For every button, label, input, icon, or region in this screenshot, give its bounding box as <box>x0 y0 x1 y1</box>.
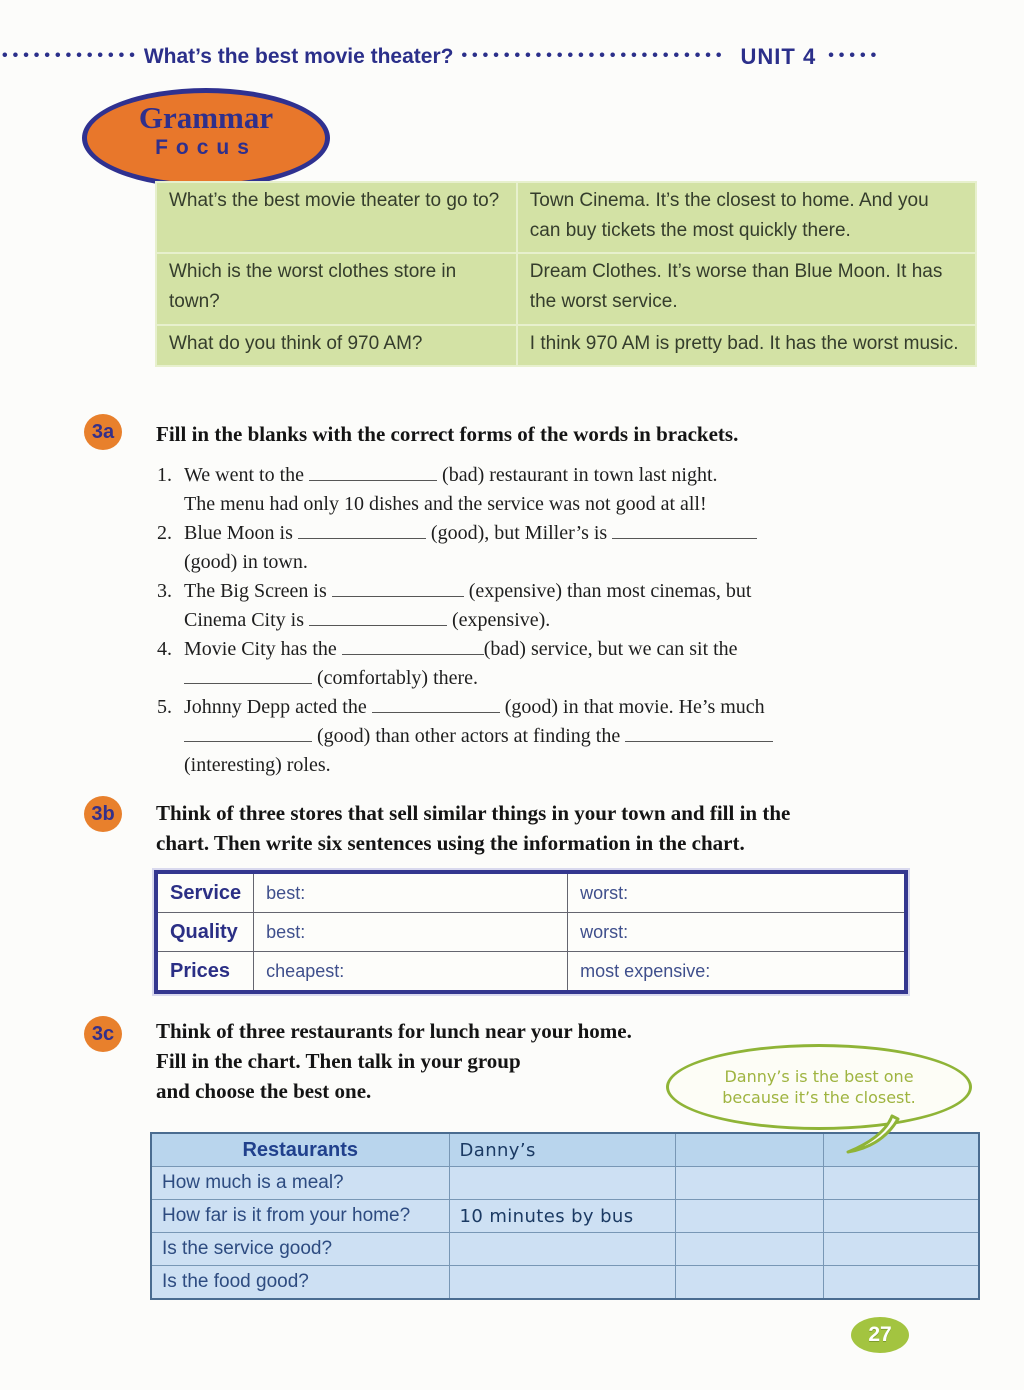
column-header: Restaurants <box>151 1133 449 1167</box>
restaurants-row <box>151 1200 979 1233</box>
fill-blank <box>342 639 484 655</box>
exercise-item <box>157 693 935 780</box>
restaurants-row <box>151 1233 979 1266</box>
text-line: because it’s the closest. <box>722 1088 916 1107</box>
page-header <box>2 44 1008 70</box>
stores-comparison-table <box>154 870 908 994</box>
item-line: The menu had only 10 dishes and the service was not good at all! <box>184 493 707 515</box>
row-label: Quality <box>156 913 254 952</box>
exercise-item <box>157 461 935 519</box>
text-line: chart. Then write six sentences using the information in the chart. <box>156 831 745 855</box>
chart-cell: worst: <box>568 913 906 952</box>
exercise-item <box>157 635 935 693</box>
answer-cell <box>449 1266 675 1300</box>
item-body <box>184 461 935 519</box>
column-header: Danny’s <box>449 1133 675 1167</box>
restaurants-table <box>150 1132 980 1300</box>
answer-cell <box>823 1200 979 1233</box>
fill-blank <box>184 726 312 742</box>
item-body <box>184 577 935 635</box>
section-3c-badge: 3c <box>84 1016 122 1052</box>
exercise-item <box>157 519 935 577</box>
section-3a-title: Fill in the blanks with the correct forms of the words in brackets. <box>156 422 739 446</box>
column-header <box>675 1133 823 1167</box>
question-cell: Is the food good? <box>151 1266 449 1300</box>
restaurants-row <box>151 1167 979 1200</box>
row-label: Prices <box>156 952 254 993</box>
header-dots-mid: ••••••••••••••••••••••••• <box>461 47 727 64</box>
fill-blank <box>298 523 426 539</box>
exercise-3a-items <box>157 461 935 780</box>
item-line: Johnny Depp acted the (good) in that movie. He’s much <box>184 696 765 718</box>
fill-blank <box>625 726 773 742</box>
header-dots-left: ••••••••••••• <box>2 47 140 64</box>
text-line: and choose the best one. <box>156 1079 372 1103</box>
grammar-question: What’s the best movie theater to go to? <box>156 182 517 253</box>
item-number: 1. <box>157 464 172 486</box>
answer-cell <box>675 1266 823 1300</box>
chart-row <box>156 913 906 952</box>
grammar-row <box>156 325 976 367</box>
chart-cell: worst: <box>568 872 906 913</box>
header-title: What’s the best movie theater? <box>143 45 454 68</box>
answer-cell <box>675 1200 823 1233</box>
answer-cell <box>823 1167 979 1200</box>
grammar-label: Grammar <box>138 100 274 135</box>
item-line: The Big Screen is (expensive) than most cinemas, but <box>184 580 752 602</box>
answer-cell <box>823 1266 979 1300</box>
row-label: Service <box>156 872 254 913</box>
answer-cell <box>675 1233 823 1266</box>
item-body <box>184 635 935 693</box>
chart-cell: best: <box>254 872 568 913</box>
answer-cell <box>449 1233 675 1266</box>
header-unit-label: UNIT 4 <box>740 44 817 69</box>
item-line: Blue Moon is (good), but Miller’s is <box>184 519 935 548</box>
answer-cell: 10 minutes by bus <box>449 1200 675 1233</box>
grammar-answer: I think 970 AM is pretty bad. It has the worst music. <box>517 325 976 367</box>
section-3b-title <box>156 798 974 858</box>
text-line: Think of three stores that sell similar things in your town and fill in the <box>156 801 791 825</box>
item-number: 3. <box>157 580 172 602</box>
question-cell: How far is it from your home? <box>151 1200 449 1233</box>
item-line: Movie City has the (bad) service, but we can sit the <box>184 638 738 660</box>
text-line: Danny’s is the best one <box>724 1067 914 1086</box>
chart-cell: cheapest: <box>254 952 568 993</box>
item-line: (good) in town. <box>184 551 308 573</box>
grammar-question: Which is the worst clothes store in town? <box>156 253 517 324</box>
fill-blank <box>612 523 757 539</box>
speech-bubble <box>666 1044 972 1130</box>
header-dots-right: ••••• <box>828 47 882 64</box>
answer-cell <box>675 1167 823 1200</box>
item-line: (good) than other actors at finding the <box>184 722 935 751</box>
answer-cell <box>449 1167 675 1200</box>
focus-label: Focus <box>155 136 257 159</box>
chart-row <box>156 952 906 993</box>
item-line: (interesting) roles. <box>184 754 331 776</box>
fill-blank <box>332 581 464 597</box>
grammar-focus-table <box>155 181 977 367</box>
fill-blank <box>372 697 500 713</box>
item-body <box>184 519 935 577</box>
fill-blank <box>184 668 312 684</box>
grammar-answer: Dream Clothes. It’s worse than Blue Moon. It has the worst service. <box>517 253 976 324</box>
section-3a-badge: 3a <box>84 414 122 450</box>
item-line: Cinema City is (expensive). <box>184 609 551 631</box>
speech-bubble-tail-icon <box>846 1114 904 1156</box>
section-3b-badge: 3b <box>84 796 122 832</box>
text-line: Think of three restaurants for lunch near your home. <box>156 1019 632 1043</box>
grammar-answer: Town Cinema. It’s the closest to home. And you can buy tickets the most quickly there. <box>517 182 976 253</box>
question-cell: How much is a meal? <box>151 1167 449 1200</box>
answer-cell <box>823 1233 979 1266</box>
restaurants-row <box>151 1266 979 1300</box>
fill-blank <box>309 610 447 626</box>
grammar-row <box>156 253 976 324</box>
question-cell: Is the service good? <box>151 1233 449 1266</box>
item-body <box>184 693 935 780</box>
chart-row <box>156 872 906 913</box>
exercise-item <box>157 577 935 635</box>
item-line: (comfortably) there. <box>184 664 935 693</box>
page-number-badge: 27 <box>851 1317 909 1353</box>
fill-blank <box>309 465 437 481</box>
text-line: Fill in the chart. Then talk in your group <box>156 1049 521 1073</box>
item-number: 2. <box>157 522 172 544</box>
grammar-question: What do you think of 970 AM? <box>156 325 517 367</box>
item-number: 4. <box>157 638 172 660</box>
item-number: 5. <box>157 696 172 718</box>
grammar-focus-badge <box>82 88 330 188</box>
item-line: We went to the (bad) restaurant in town last night. <box>184 464 718 486</box>
chart-cell: best: <box>254 913 568 952</box>
chart-cell: most expensive: <box>568 952 906 993</box>
grammar-row <box>156 182 976 253</box>
